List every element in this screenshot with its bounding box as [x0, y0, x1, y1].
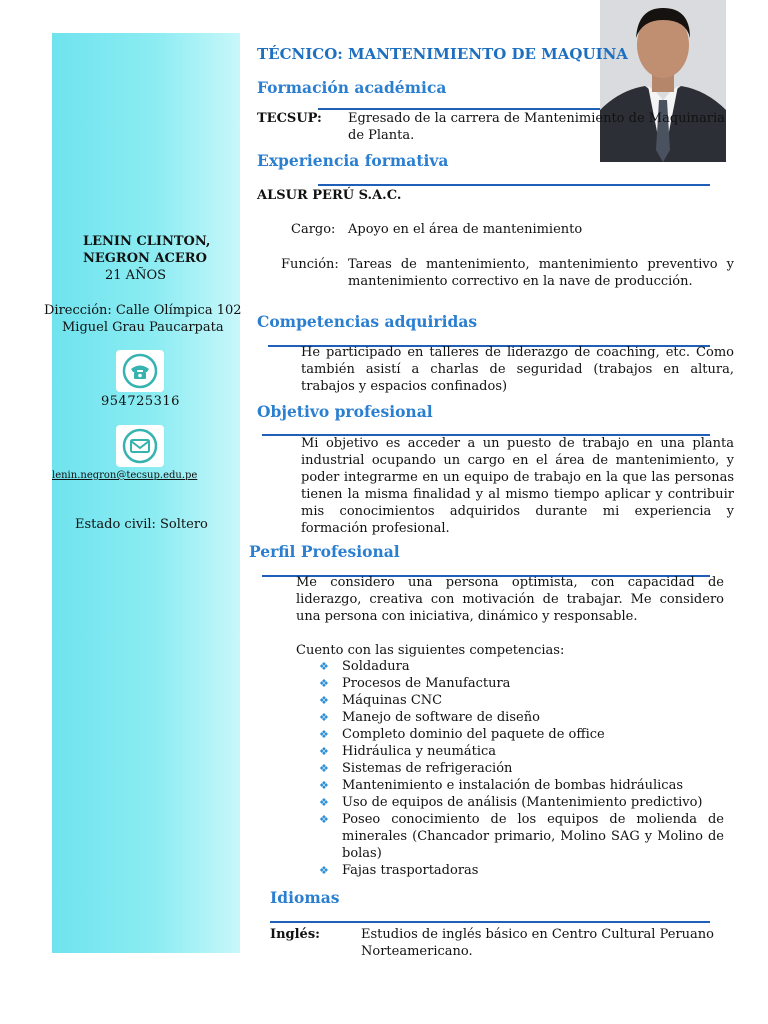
job-title: TÉCNICO: MANTENIMIENTO DE MAQUINA — [257, 45, 628, 63]
competencias-text: He participado en talleres de liderazgo de coaching, etc. Como también asistí a charlas de seguridad (trabajos en altura, trabajos y espacios confinados) — [301, 345, 734, 394]
skill-item: ❖ Soldadura — [319, 659, 410, 674]
diamond-bullet-icon: ❖ — [319, 796, 329, 809]
diamond-bullet-icon: ❖ — [319, 779, 329, 792]
cargo-text: Apoyo en el área de mantenimiento — [348, 222, 583, 237]
section-objetivo-heading: Objetivo profesional — [257, 402, 433, 421]
cargo-label: Cargo: — [291, 222, 336, 237]
diamond-bullet-icon: ❖ — [319, 728, 329, 741]
section-experiencia-rule — [318, 184, 710, 186]
skill-item: ❖ Uso de equipos de análisis (Mantenimiento predictivo) — [319, 795, 703, 810]
age: 21 AÑOS — [105, 268, 167, 283]
skill-item: ❖ Hidráulica y neumática — [319, 744, 497, 759]
skill-item: ❖ Fajas trasportadoras — [319, 863, 479, 878]
formacion-text: Egresado de la carrera de Mantenimiento de Maquinaria de Planta. — [348, 111, 725, 143]
skills-list — [300, 658, 724, 879]
diamond-bullet-icon: ❖ — [319, 762, 329, 775]
funcion-label: Función: — [281, 257, 339, 272]
formacion-label: TECSUP: — [257, 111, 322, 126]
section-idiomas-heading: Idiomas — [270, 888, 340, 907]
diamond-bullet-icon: ❖ — [319, 660, 329, 673]
diamond-bullet-icon: ❖ — [319, 745, 329, 758]
diamond-bullet-icon: ❖ — [319, 677, 329, 690]
idiomas-text: Estudios de inglés básico en Centro Cultural Peruano Norteamericano. — [361, 927, 714, 959]
funcion-text: Tareas de mantenimiento, mantenimiento preventivo y mantenimiento correctivo en la nave de producción. — [348, 257, 734, 289]
mail-icon-box — [116, 425, 164, 467]
section-experiencia-heading: Experiencia formativa — [257, 151, 449, 170]
diamond-bullet-icon: ❖ — [319, 694, 329, 707]
perfil-intro: Cuento con las siguientes competencias: — [296, 643, 565, 658]
skill-item: ❖ Completo dominio del paquete de office — [319, 727, 605, 742]
idiomas-label: Inglés: — [270, 927, 320, 942]
skill-item: ❖ Procesos de Manufactura — [319, 676, 511, 691]
section-idiomas-rule — [270, 921, 710, 923]
company-name: ALSUR PERÚ S.A.C. — [257, 188, 402, 203]
name-line-1: LENIN CLINTON, — [83, 234, 211, 249]
diamond-bullet-icon: ❖ — [319, 864, 329, 877]
skill-item: ❖ Sistemas de refrigeración — [319, 761, 513, 776]
diamond-bullet-icon: ❖ — [319, 813, 329, 826]
email-link[interactable]: lenin.negron@tecsup.edu.pe — [52, 470, 198, 481]
section-formacion-heading: Formación académica — [257, 78, 447, 97]
diamond-bullet-icon: ❖ — [319, 711, 329, 724]
name-line-2: NEGRON ACERO — [83, 251, 207, 266]
skill-item: ❖ Manejo de software de diseño — [319, 710, 540, 725]
skill-item: ❖ Poseo conocimiento de los equipos de molienda de minerales (Chancador primario, Molino SAG y Molino de bolas) — [319, 812, 724, 861]
skill-item: ❖ Máquinas CNC — [319, 693, 443, 708]
perfil-text: Me considero una persona optimista, con capacidad de liderazgo, creativa con motivación de trabajar. Me considero una persona con iniciativa, dinámico y responsable. — [296, 575, 724, 624]
phone-icon-box — [116, 350, 164, 392]
section-competencias-heading: Competencias adquiridas — [257, 312, 478, 331]
section-perfil-heading: Perfil Profesional — [249, 542, 400, 561]
civil-status: Estado civil: Soltero — [75, 517, 208, 532]
sidebar — [52, 33, 240, 953]
mail-icon — [120, 426, 160, 466]
objetivo-text: Mi objetivo es acceder a un puesto de trabajo en una planta industrial ocupando un cargo en el área de mantenimiento, y poder integrarme en un equipo de trabajo en la que las personas tienen la misma finalidad y al mismo tiempo aplicar y contribuir mis conocimientos adquiridos durante mi experiencia y formación profesional. — [301, 436, 734, 536]
phone-icon — [120, 351, 160, 391]
phone-number: 954725316 — [101, 394, 180, 409]
skill-item: ❖ Mantenimiento e instalación de bombas hidráulicas — [319, 778, 684, 793]
address-line-1: Dirección: Calle Olímpica 102 — [44, 303, 242, 318]
address-line-2: Miguel Grau Paucarpata — [62, 320, 224, 335]
